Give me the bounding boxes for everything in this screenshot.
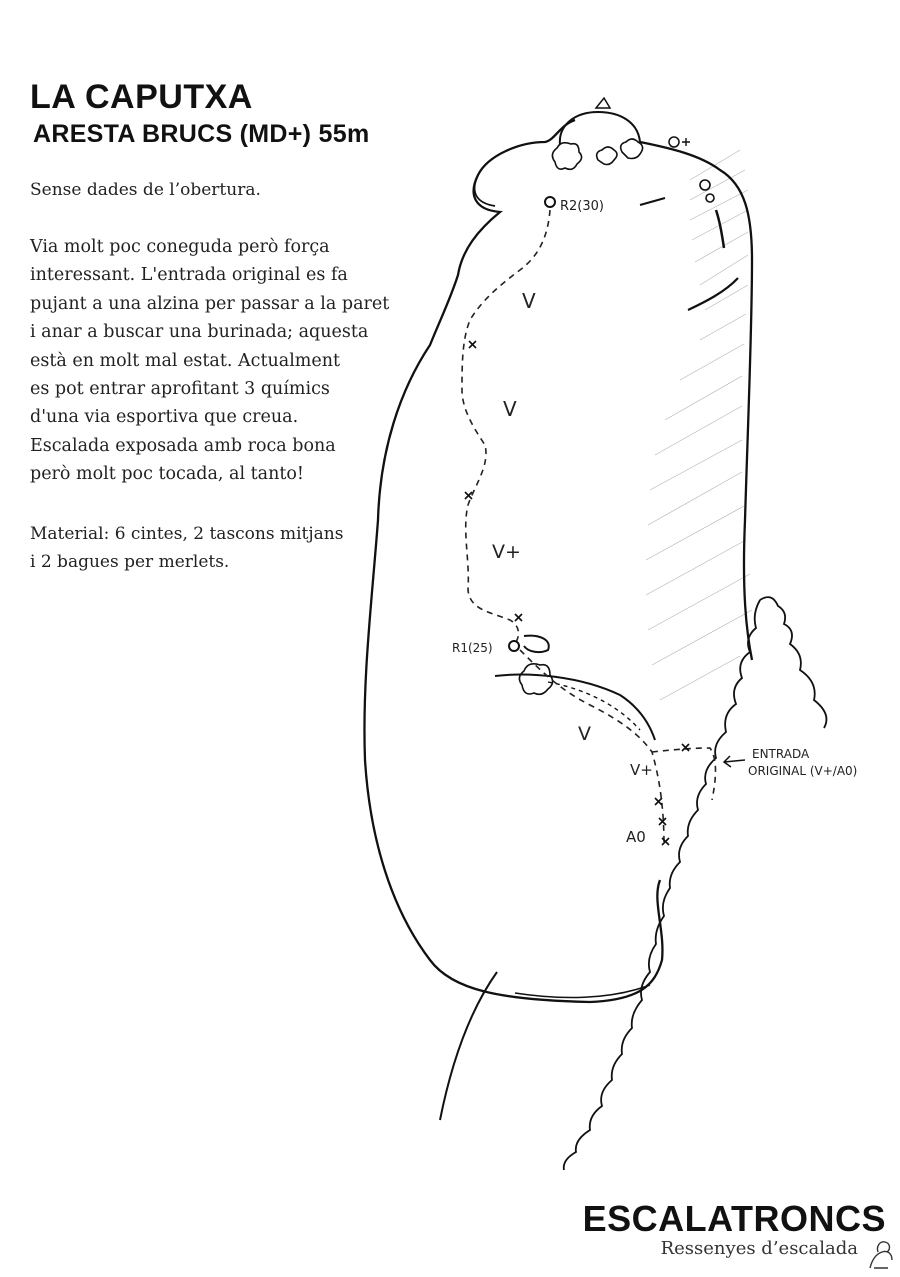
brand-tagline: Ressenyes d’escalada bbox=[660, 1238, 858, 1259]
grade-label: V bbox=[522, 289, 536, 313]
grade-label: V bbox=[578, 723, 591, 745]
rock-shading bbox=[646, 150, 752, 700]
description-line: Escalada exposada amb roca bona bbox=[30, 435, 336, 456]
page-title: LA CAPUTXA bbox=[30, 78, 253, 116]
entry-label: ORIGINAL (V+/A0) bbox=[748, 764, 858, 778]
base-left bbox=[440, 972, 497, 1120]
material-line: Material: 6 cintes, 2 tascons mitjans bbox=[30, 524, 344, 544]
description-line: Via molt poc coneguda però força bbox=[30, 237, 330, 257]
climber-logo-icon bbox=[866, 1238, 896, 1272]
crack-1 bbox=[640, 198, 665, 205]
route-subtitle: ARESTA BRUCS (MD+) 55m bbox=[33, 120, 370, 148]
r1-ledge-inner bbox=[548, 682, 640, 730]
summit-anchor-mark bbox=[682, 138, 690, 146]
r1-overhang bbox=[524, 636, 549, 652]
material-line: i 2 bagues per merlets. bbox=[30, 552, 230, 572]
belay-r1-icon bbox=[509, 641, 519, 651]
summit-triangle-icon bbox=[596, 98, 610, 108]
crack-right bbox=[716, 210, 724, 248]
description-line: està en molt mal estat. Actualment bbox=[30, 350, 341, 371]
opening-info: Sense dades de l’obertura. bbox=[30, 180, 261, 200]
description-line: d'una via esportiva que creua. bbox=[30, 407, 299, 428]
bolt-icon bbox=[465, 341, 689, 845]
description-line: es pot entrar aprofitant 3 químics bbox=[30, 379, 330, 400]
entry-label: ENTRADA bbox=[752, 747, 810, 761]
entry-arrow-icon bbox=[724, 756, 745, 767]
grade-label: V bbox=[503, 397, 517, 421]
brand-logo: ESCALATRONCS bbox=[582, 1198, 886, 1239]
description-line: i anar a buscar una burinada; aquesta bbox=[30, 322, 369, 343]
route-line bbox=[462, 210, 550, 642]
grade-label: A0 bbox=[626, 828, 646, 846]
description-line: però molt poc tocada, al tanto! bbox=[30, 464, 304, 485]
description-line: interessant. L'entrada original es fa bbox=[30, 265, 348, 286]
grade-label: V+ bbox=[630, 761, 653, 779]
belay-r2-label: R2(30) bbox=[560, 199, 604, 214]
grade-label: V+ bbox=[492, 541, 521, 563]
vegetation-edge bbox=[564, 597, 827, 1170]
summit-anchor-icon bbox=[669, 137, 679, 147]
belay-r2-icon bbox=[545, 197, 555, 207]
belay-r1-label: R1(25) bbox=[452, 641, 493, 655]
description-line: pujant a una alzina per passar a la paret bbox=[30, 293, 390, 314]
